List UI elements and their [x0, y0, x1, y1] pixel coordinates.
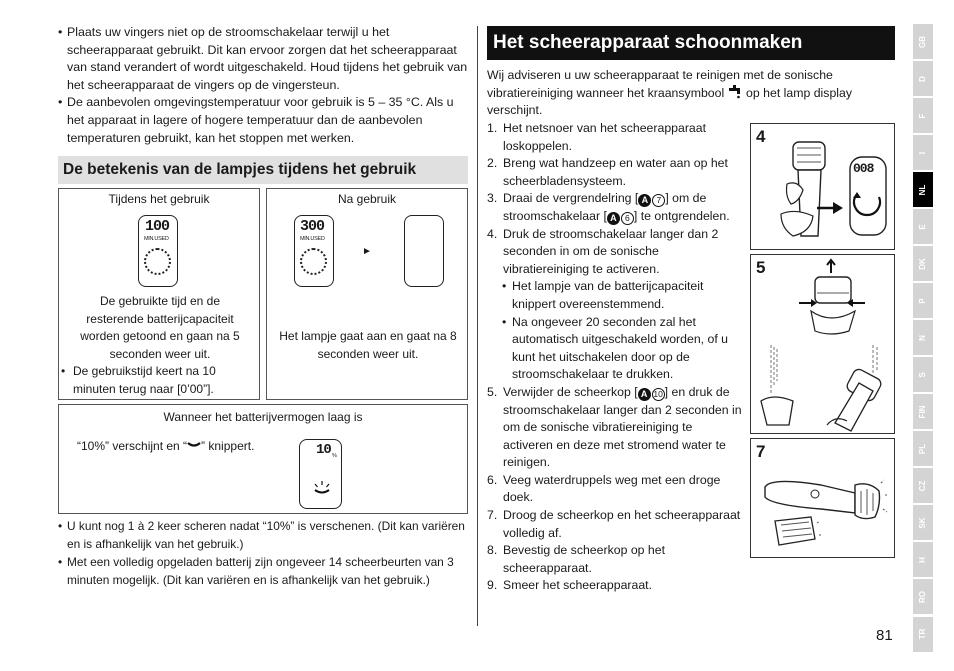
- lang-tab-dk: DK: [913, 246, 933, 281]
- faucet-icon: [728, 85, 743, 99]
- blink-icon: [312, 480, 332, 496]
- panel-during-use: [58, 188, 260, 400]
- figure-4-display-value: 008: [853, 161, 874, 176]
- figure-5-illustration: [751, 255, 896, 435]
- figure-5: [750, 254, 895, 434]
- lang-tab-tr: TR: [913, 617, 933, 652]
- step-7: 7. Droog de scheerkop en het scheerapparaat volledig af.: [487, 508, 741, 540]
- step-3: 3. Draai de vergrendelring [ A 7 ] om de stroomschakelaar [ A 6 ] te ontgrendelen.: [487, 191, 730, 223]
- figure-4-label: 4: [756, 127, 766, 146]
- ref-6-icon: 6: [621, 212, 634, 225]
- bullet-temperature: • De aanbevolen omgevingstemperatuur voor gebruik is 5 – 35 °C. Als u het apparaat in lagere of hogere temperatuur dan de aanbevolen temperaturen gebruikt, kan het stoppen met werken.: [58, 94, 470, 147]
- figure-5-label: 5: [756, 258, 766, 277]
- bottom-notes: [58, 518, 470, 589]
- shaver-display-low: [299, 439, 342, 509]
- display-value: 10: [316, 442, 331, 458]
- cleaning-steps: [487, 120, 745, 595]
- shaver-display: [138, 215, 178, 287]
- intro-text-after: op het lamp display verschijnt.: [487, 85, 852, 118]
- arrow-right-icon: ►: [362, 246, 372, 257]
- lang-tab-nl: NL: [913, 172, 933, 207]
- step-6: 6. Veeg waterdruppels weg met een droge doek.: [487, 472, 721, 505]
- lang-tab-pl: PL: [913, 431, 933, 466]
- ref-a-icon: A: [638, 194, 651, 207]
- step-1: 1. Het netsnoer van het scheerapparaat loskoppelen.: [487, 121, 707, 153]
- lang-tab-fin: FIN: [913, 394, 933, 429]
- display-value: 100: [145, 218, 170, 235]
- lang-tab-s: S: [913, 357, 933, 392]
- ref-7-icon: 7: [652, 194, 665, 207]
- column-divider: [477, 26, 478, 626]
- bullet-finger-rest: • Plaats uw vingers niet op de stroomschakelaar terwijl u het scheerapparaat gebruikt. Dit kan ervoor zorgen dat het scheerapparaat van stand verandert of wordt uitgeschakeld. Houd tijdens het gebruik van het scheerapparaat de vingers op de vingersteun.: [58, 24, 470, 94]
- figure-4-illustration: [751, 124, 896, 251]
- panel-after-title: Na gebruik: [337, 192, 397, 206]
- figure-4: [750, 123, 895, 250]
- display-unit: MIN.USED: [144, 236, 169, 242]
- battery-ring-icon: [144, 248, 171, 275]
- display-unit: %: [332, 453, 337, 459]
- bullet-remaining-shaves: • U kunt nog 1 à 2 keer scheren nadat “10%” is verschenen. (Dit kan variëren en is afhankelijk van het gebruik.): [58, 518, 470, 553]
- lang-tab-h: H: [913, 542, 933, 577]
- lang-tab-f: F: [913, 98, 933, 133]
- panel-during-bullet: • De gebruikstijd keert na 10 minuten terug naar [0’00”].: [61, 363, 257, 398]
- lang-tab-e: E: [913, 209, 933, 244]
- section-heading-cleaning: Het scheerapparaat schoonmaken: [487, 26, 895, 60]
- ref-a-icon: A: [638, 388, 651, 401]
- lang-tab-i: I: [913, 135, 933, 170]
- figure-7: [750, 438, 895, 558]
- lang-tab-gb: GB: [913, 24, 933, 59]
- panel-after-use: [266, 188, 468, 400]
- panel-low-title: Wanneer het batterijvermogen laag is: [163, 410, 363, 424]
- panel-low-battery: [58, 404, 468, 514]
- step-5: 5. Verwijder de scheerkop [ A 10 ] en druk de stroomschakelaar langer dan 2 seconden in om de sonische vibratiereiniging te activeren en deze met stromend water te reinigen.: [487, 384, 742, 470]
- lang-tab-sk: SK: [913, 505, 933, 540]
- bullet-full-charge: • Met een volledig opgeladen batterij zijn ongeveer 14 scheerbeurten van 3 minuten mogelijk. (Dit kan variëren en is afhankelijk van het gebruik.): [58, 554, 470, 589]
- lang-tab-cz: CZ: [913, 468, 933, 503]
- shaver-display-off: [404, 215, 444, 287]
- low-text-before: “10%” verschijnt en “: [77, 439, 188, 453]
- low-text-after: ” knippert.: [201, 439, 255, 453]
- display-value: 300: [300, 218, 325, 235]
- cleaning-intro: [487, 67, 895, 120]
- step-4-note-2: • Na ongeveer 20 seconden zal het automatisch uitgeschakeld worden, of u kunt het uitschakelen door op de stroomschakelaar te drukken.: [487, 314, 745, 384]
- step-2: 2. Breng wat handzeep en water aan op het scheerbladensysteem.: [487, 156, 728, 188]
- panel-low-caption: [77, 438, 254, 456]
- shaver-display-on: [294, 215, 334, 287]
- intro-text-before: Wij adviseren u uw scheerapparaat te reinigen met de sonische vibratiereiniging wanneer het kraansymbool: [487, 68, 833, 100]
- ref-10-icon: 10: [653, 388, 663, 399]
- panel-during-title: Tijdens het gebruik: [108, 192, 210, 206]
- display-unit: MIN.USED: [300, 236, 325, 242]
- lang-tab-ro: RO: [913, 579, 933, 614]
- language-sidebar: [913, 24, 933, 654]
- figure-7-label: 7: [756, 442, 766, 461]
- blink-segment-icon: [187, 441, 201, 449]
- lang-tab-n: N: [913, 320, 933, 355]
- left-column: [58, 24, 470, 147]
- panel-after-caption: Het lampje gaat aan en gaat na 8 seconden weer uit.: [279, 329, 457, 361]
- lang-tab-d: D: [913, 61, 933, 96]
- page-number: 81: [876, 627, 893, 644]
- step-8: 8. Bevestig de scheerkop op het scheerapparaat.: [487, 543, 666, 575]
- panel-during-caption: De gebruikte tijd en de resterende batterijcapaciteit worden getoond en gaan na 5 seconden weer uit.: [80, 294, 240, 361]
- lang-tab-p: P: [913, 283, 933, 318]
- section-heading-lamps: De betekenis van de lampjes tijdens het gebruik: [58, 156, 468, 184]
- battery-ring-icon: [300, 248, 327, 275]
- step-4-note-1: • Het lampje van de batterijcapaciteit knippert overeenstemmend.: [487, 278, 745, 313]
- ref-a-icon: A: [607, 212, 620, 225]
- step-4: 4. Druk de stroomschakelaar langer dan 2 seconden in om de sonische vibratiereiniging te activeren.: [487, 226, 719, 276]
- step-9: 9. Smeer het scheerapparaat.: [487, 578, 653, 593]
- figure-7-illustration: [751, 439, 896, 559]
